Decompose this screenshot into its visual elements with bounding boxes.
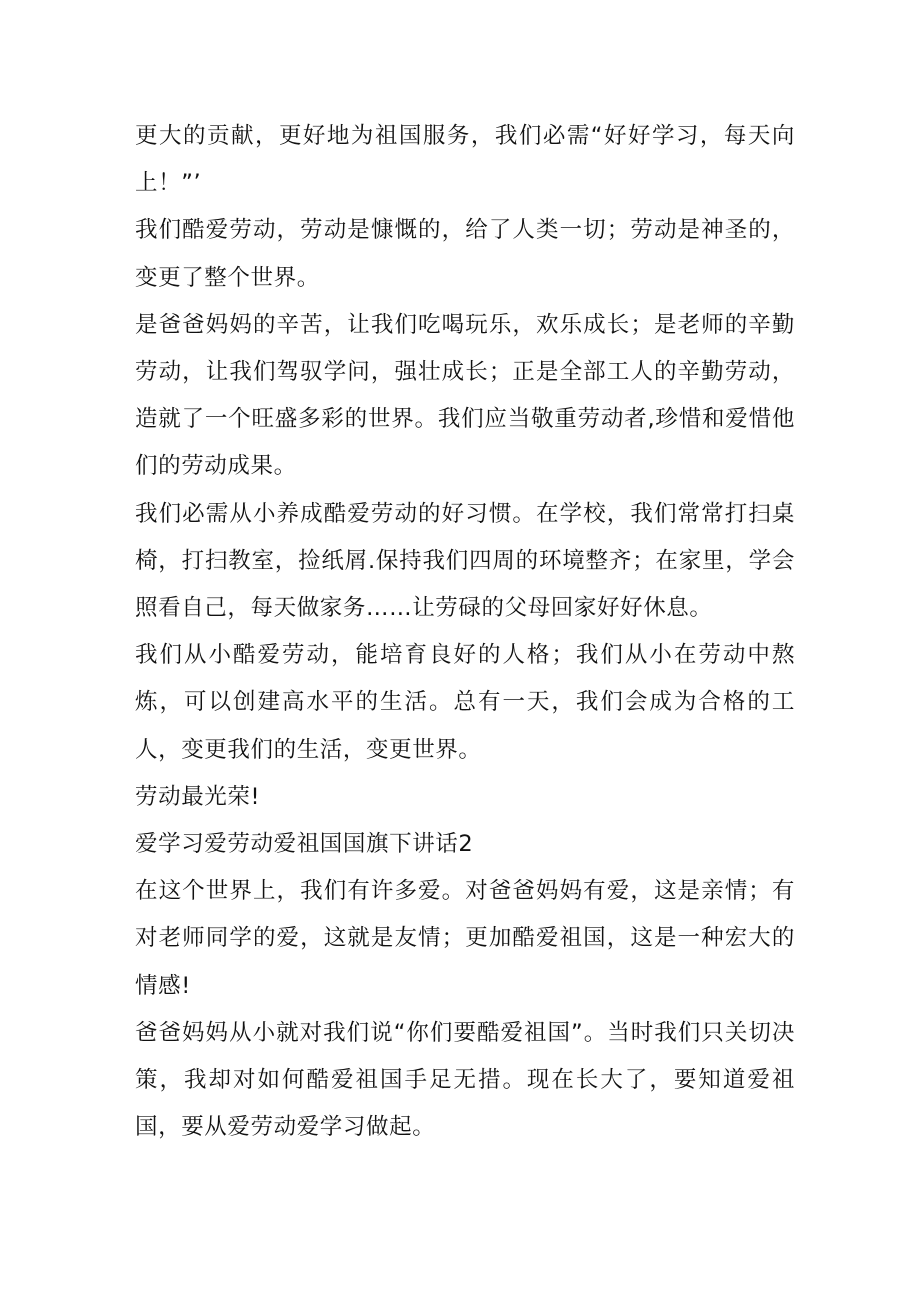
paragraph-7: 在这个世界上，我们有许多爱。对爸爸妈妈有爱，这是亲情；有对老师同学的爱，这就是友情；更加酷爱祖国，这是一种宏大的情感! [135,878,795,999]
document-body [135,113,795,1151]
paragraph-4: 我们必需从小养成酷爱劳动的好习惯。在学校，我们常常打扫桌椅，打扫教室，捡纸屑.保持我们四周的环境整齐；在家里，学会照看自己，每天做家务……让劳碌的父母回家好好休息。 [135,500,795,622]
paragraph-5: 我们从小酷爱劳动，能培育良好的人格；我们从小在劳动中熬炼，可以创建高水平的生活。总有一天，我们会成为合格的工人，变更我们的生活，变更世界。 [135,642,795,763]
paragraph-6: 劳动最光荣! [135,783,261,810]
paragraph-8: 爸爸妈妈从小就对我们说“你们要酷爱祖国”。当时我们只关切决策，我却对如何酷爱祖国手足无措。现在长大了，要知道爱祖国，要从爱劳动爱学习做起。 [135,1019,795,1141]
paragraph-1: 更大的贡献，更好地为祖国服务，我们必需“好好学习，每天向上！”’ [135,123,795,197]
section-title: 爱学习爱劳动爱祖国国旗下讲话2 [135,831,474,858]
paragraph-2: 我们酷爱劳动，劳动是慷慨的，给了人类一切；劳动是神圣的，变更了整个世界。 [135,217,795,291]
paragraph-3: 是爸爸妈妈的辛苦，让我们吃喝玩乐，欢乐成长；是老师的辛勤劳动，让我们驾驭学问，强壮成长；正是全部工人的辛勤劳动，造就了一个旺盛多彩的世界。我们应当敬重劳动者,珍惜和爱惜他们的劳动成果。 [135,311,795,480]
